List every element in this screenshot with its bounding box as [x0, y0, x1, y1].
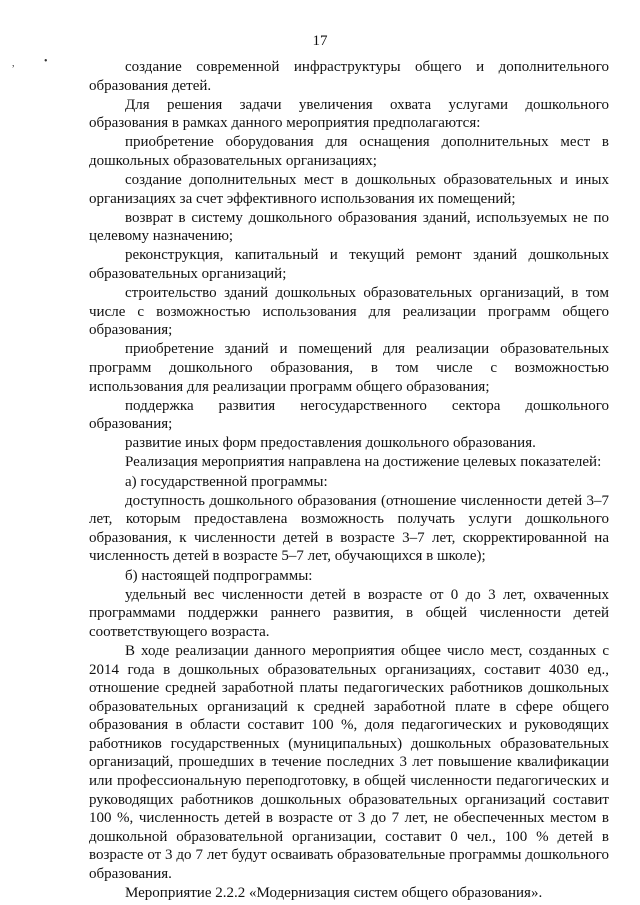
paragraph: Реализация мероприятия направлена на достижение целевых показателей: [125, 454, 602, 471]
paragraph: доступность дошкольного образования (отношение численности детей 3–7 лет, которым предоставлена возможность получать услуги дошкольного образования, к численности детей в возрасте 3–7 лет, скорректированной на численность детей в возрасте 5–7 лет, обучающихся в школе); [89, 492, 609, 565]
paragraph: В ходе реализации данного мероприятия общее число мест, созданных с 2014 года в дошкольных образовательных организациях, составит 4030 ед., отношение средней заработной платы педагогических работников дошкольных образовательных организаций к средней заработной плате в сфере общего образования в области составит 100 %, доля педагогических и руководящих работников государственных (муниципальных) дошкольных образовательных организаций, прошедших в течение последних 3 лет повышение квалификации или профессиональную переподготовку, в общей численности педагогических и руководящих работников дошкольных образовательных организаций составит 100 %, численность детей в возрасте от 3 до 7 лет, не обеспеченных местом в дошкольной образовательной организации, составит 0 чел., 100 % детей в возрасте от 3 до 7 лет будут осваивать образовательные программы дошкольного образования. [89, 642, 609, 883]
paragraph: поддержка развития негосударственного сектора дошкольного образования; [89, 397, 609, 433]
page-number: 17 [312, 33, 328, 49]
paragraph: б) настоящей подпрограммы: [125, 567, 313, 584]
paragraph: приобретение зданий и помещений для реализации образовательных программ дошкольного образования, в том числе с возможностью использования для реализации программ общего образования; [89, 341, 609, 395]
paragraph: возврат в систему дошкольного образования зданий, используемых не по целевому назначению; [89, 209, 609, 245]
document-body [89, 58, 609, 903]
paragraph: строительство зданий дошкольных образовательных организаций, в том числе с возможностью использования для реализации программ общего образования; [89, 285, 609, 339]
margin-mark: • [44, 56, 48, 67]
paragraph: реконструкция, капитальный и текущий ремонт зданий дошкольных образовательных организаций; [89, 247, 609, 283]
paragraph: Для решения задачи увеличения охвата услугами дошкольного образования в рамках данного мероприятия предполагаются: [89, 96, 609, 132]
paragraph: а) государственной программы: [125, 473, 328, 490]
paragraph: удельный вес численности детей в возрасте от 0 до 3 лет, охваченных программами поддержки раннего развития, в общей численности детей соответствующего возраста. [89, 586, 609, 640]
paragraph: создание дополнительных мест в дошкольных образовательных и иных организациях за счет эффективного использования их помещений; [89, 172, 609, 207]
paragraph: приобретение оборудования для оснащения дополнительных мест в дошкольных образовательных организациях; [89, 134, 609, 169]
paragraph: развитие иных форм предоставления дошкольного образования. [125, 435, 536, 452]
margin-mark: , [12, 58, 15, 69]
paragraph: Мероприятие 2.2.2 «Модернизация систем общего образования». [125, 885, 543, 902]
paragraph: создание современной инфраструктуры общего и дополнительного образования детей. [89, 59, 609, 94]
